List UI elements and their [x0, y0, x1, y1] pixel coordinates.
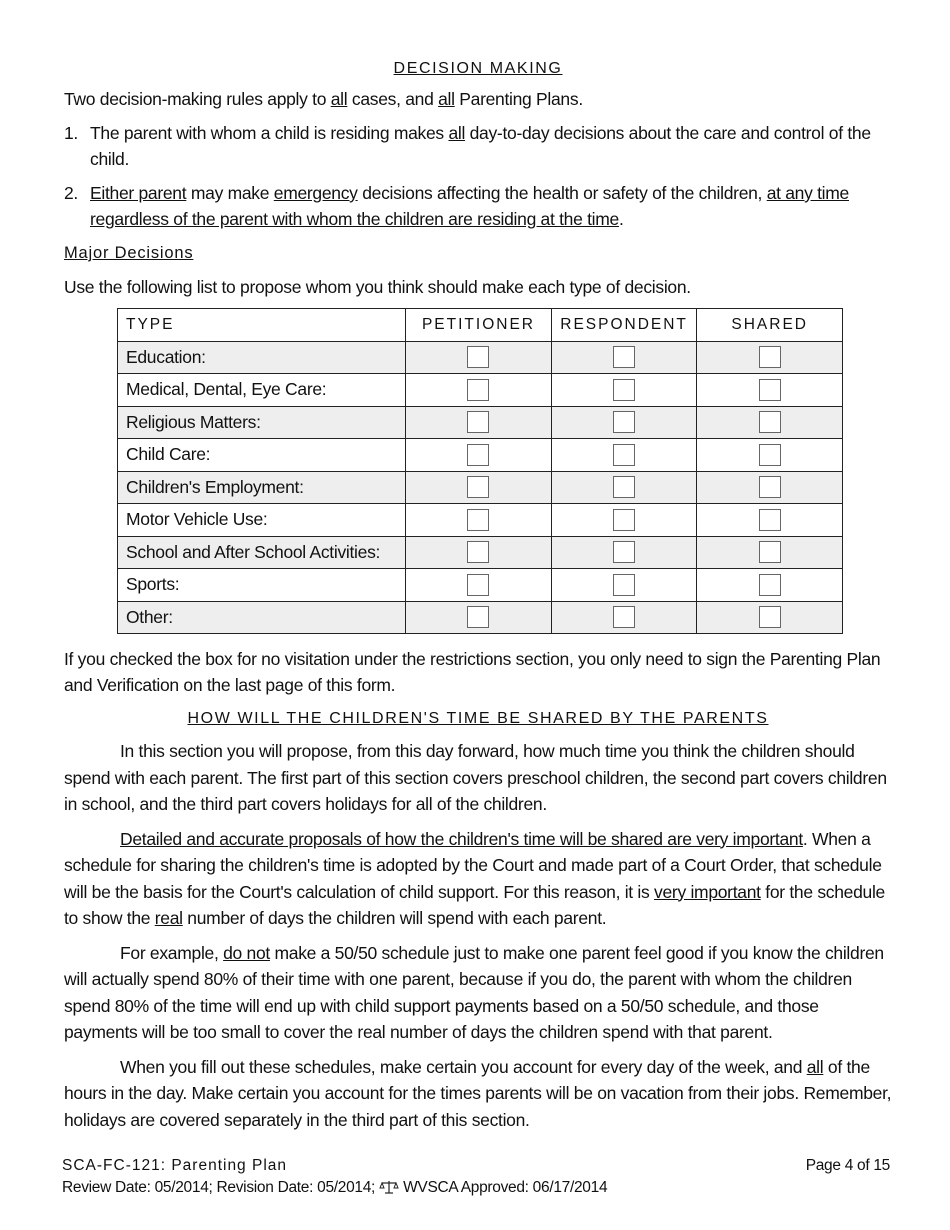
shared-checkbox[interactable] [759, 606, 781, 628]
table-row [118, 471, 843, 504]
petitioner-checkbox[interactable] [467, 606, 489, 628]
respondent-checkbox[interactable] [613, 509, 635, 531]
table-row [118, 406, 843, 439]
respondent-checkbox[interactable] [613, 574, 635, 596]
petitioner-checkbox[interactable] [467, 346, 489, 368]
petitioner-checkbox[interactable] [467, 379, 489, 401]
scales-of-justice-icon [379, 1180, 399, 1194]
rule-text: Either parent may make emergency decisions affecting the health or safety of the children, at any time regardless of the parent with whom the children are residing at the time. [90, 183, 849, 229]
rule-text: The parent with whom a child is residing makes all day-to-day decisions about the care and control of the child. [90, 123, 871, 169]
table-row [118, 504, 843, 537]
decision-table [117, 308, 843, 634]
major-decisions-intro: Use the following list to propose whom you think should make each type of decision. [64, 277, 691, 297]
table-header-row [118, 309, 843, 342]
decision-type-label: School and After School Activities: [118, 536, 406, 569]
respondent-checkbox[interactable] [613, 379, 635, 401]
column-header-type: TYPE [118, 309, 406, 342]
respondent-checkbox[interactable] [613, 476, 635, 498]
rule-number: 2. [64, 183, 78, 203]
footer-dates: Review Date: 05/2014; Revision Date: 05/2014; WVSCA Approved: 06/17/2014 [62, 1179, 608, 1196]
footer-page-number: Page 4 of 15 [805, 1157, 890, 1174]
shared-checkbox[interactable] [759, 574, 781, 596]
decision-type-label: Religious Matters: [118, 406, 406, 439]
decision-type-label: Other: [118, 601, 406, 634]
section-heading-time-sharing: HOW WILL THE CHILDREN'S TIME BE SHARED BY THE PARENTS [187, 710, 769, 727]
decision-type-label: Children's Employment: [118, 471, 406, 504]
shared-checkbox[interactable] [759, 444, 781, 466]
section-heading-decision-making: DECISION MAKING [393, 60, 563, 77]
petitioner-checkbox[interactable] [467, 541, 489, 563]
shared-checkbox[interactable] [759, 411, 781, 433]
column-header-petitioner: PETITIONER [406, 309, 552, 342]
decision-type-label: Education: [118, 341, 406, 374]
petitioner-checkbox[interactable] [467, 509, 489, 531]
table-row [118, 439, 843, 472]
respondent-checkbox[interactable] [613, 411, 635, 433]
column-header-shared: SHARED [697, 309, 843, 342]
decision-type-label: Child Care: [118, 439, 406, 472]
shared-checkbox[interactable] [759, 541, 781, 563]
table-row [118, 569, 843, 602]
petitioner-checkbox[interactable] [467, 574, 489, 596]
respondent-checkbox[interactable] [613, 541, 635, 563]
shared-checkbox[interactable] [759, 379, 781, 401]
petitioner-checkbox[interactable] [467, 444, 489, 466]
body-paragraph-2: Detailed and accurate proposals of how the children's time will be shared are very important. When a schedule for sharing the children's time is adopted by the Court and made part of a Court Order, that schedule will be the basis for the Court's calculation of child support. For this reason, it is very important for the schedule to show the real number of days the children will spend with each parent. [64, 828, 885, 928]
rule-item-1 [64, 120, 892, 172]
decision-type-label: Motor Vehicle Use: [118, 504, 406, 537]
visitation-note: If you checked the box for no visitation under the restrictions section, you only need to sign the Parenting Plan and Verification on the last page of this form. [64, 649, 881, 695]
body-paragraph-4: When you fill out these schedules, make certain you account for every day of the week, and all of the hours in the day. Make certain you account for the times parents will be on vacation from their jobs. Remember, holidays are covered separately in the third part of this section. [64, 1056, 892, 1130]
body-paragraph-1: In this section you will propose, from this day forward, how much time you think the children should spend with each parent. The first part of this section covers preschool children, the second part covers children in school, and the third part covers holidays for all of the children. [64, 741, 887, 814]
rule-item-2 [64, 180, 892, 232]
petitioner-checkbox[interactable] [467, 411, 489, 433]
document-page [64, 60, 892, 1133]
table-row [118, 601, 843, 634]
decision-type-label: Sports: [118, 569, 406, 602]
column-header-respondent: RESPONDENT [551, 309, 697, 342]
shared-checkbox[interactable] [759, 509, 781, 531]
rule-number: 1. [64, 123, 78, 143]
table-row [118, 536, 843, 569]
intro-paragraph: Two decision-making rules apply to all cases, and all Parenting Plans. [64, 89, 583, 109]
respondent-checkbox[interactable] [613, 346, 635, 368]
shared-checkbox[interactable] [759, 346, 781, 368]
major-decisions-subheading: Major Decisions [64, 244, 194, 262]
footer-form-name: SCA-FC-121: Parenting Plan [62, 1157, 288, 1174]
decision-type-label: Medical, Dental, Eye Care: [118, 374, 406, 407]
table-row [118, 341, 843, 374]
petitioner-checkbox[interactable] [467, 476, 489, 498]
respondent-checkbox[interactable] [613, 444, 635, 466]
body-paragraph-3: For example, do not make a 50/50 schedule just to make one parent feel good if you know the children will actually spend 80% of their time with one parent, because if you do, the parent with whom the children spend 80% of the time will end up with child support payments based on a 50/50 schedule, and those payments will be too small to cover the real number of days the children spend with that parent. [64, 942, 884, 1042]
page-footer [62, 1155, 890, 1199]
shared-checkbox[interactable] [759, 476, 781, 498]
respondent-checkbox[interactable] [613, 606, 635, 628]
table-row [118, 374, 843, 407]
